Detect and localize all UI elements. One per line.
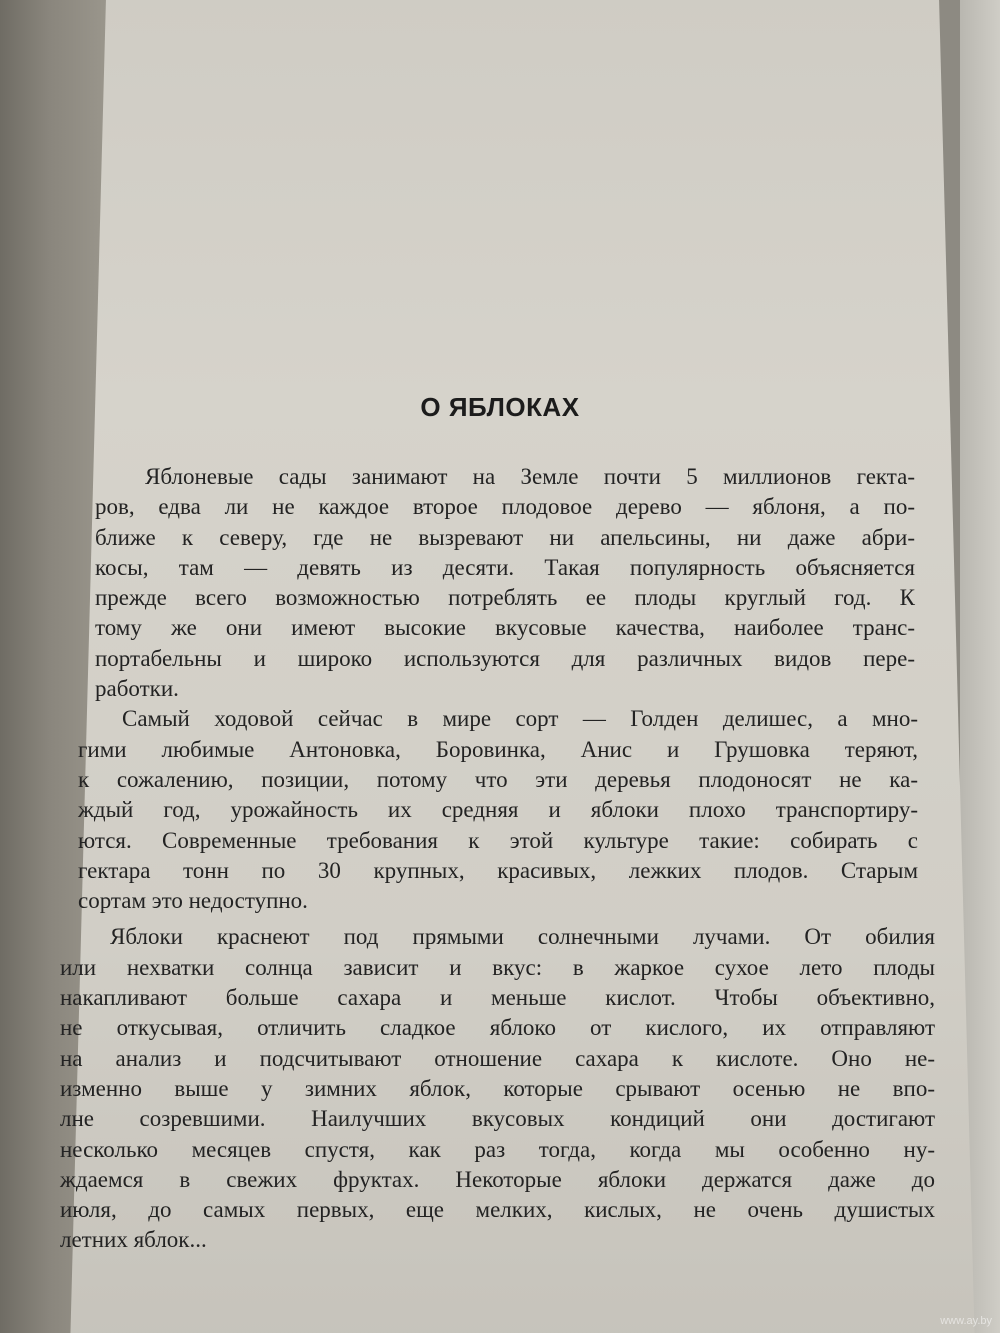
text-line: косы, там — девять из десяти. Такая популярность объясняется [95,554,915,580]
text-line: прежде всего возможностью потреблять ее плоды круглый год. К [95,585,915,611]
text-line: гектара тонн по 30 крупных, красивых, лежких плодов. Старым [78,857,918,883]
text-line: работки. [95,676,179,702]
text-line: к сожалению, позиции, потому что эти деревья плодоносят не ка- [78,766,918,792]
text-line: Яблоки краснеют под прямыми солнечными лучами. От обилия [110,924,935,950]
text-line: портабельны и широко используются для различных видов пере- [95,645,915,671]
text-line: Яблоневые сады занимают на Земле почти 5 миллионов гекта- [145,464,915,489]
text-line: тому же они имеют высокие вкусовые качества, наиболее транс- [95,615,915,641]
text-line: не откусывая, отличить сладкое яблоко от кислого, их отправляют [60,1015,935,1041]
text-line: несколько месяцев спустя, как раз тогда, когда мы особенно ну- [60,1136,935,1162]
text-line: летних яблок... [60,1227,207,1253]
text-line: на анализ и подсчитывают отношение сахара к кислоте. Оно не- [60,1045,935,1071]
text-line: накапливают больше сахара и меньше кислот. Чтобы объективно, [60,985,935,1011]
text-line: лне созревшими. Наилучших вкусовых кондиций они достигают [60,1106,935,1132]
text-line: ждаемся в свежих фруктах. Некоторые яблоки держатся даже до [60,1166,935,1192]
text-line: или нехватки солнца зависит и вкус: в жаркое сухое лето плоды [60,954,935,980]
body-text [60,462,940,1256]
text-line: гими любимые Антоновка, Боровинка, Анис и Грушовка теряют, [78,736,918,762]
paragraph-3 [60,922,940,1255]
text-line: Самый ходовой сейчас в мире сорт — Голден делишес, а мно- [122,706,918,732]
text-line: изменно выше у зимних яблок, которые срывают осенью не впо- [60,1075,935,1101]
text-line: сортам это недоступно. [78,888,308,914]
text-line: июля, до самых первых, еще мелких, кислых, не очень душистых [60,1197,935,1223]
paragraph-1 [60,462,940,704]
chapter-heading: О ЯБЛОКАХ [420,392,580,422]
text-line: ются. Современные требования к этой культуре такие: собирать с [78,827,918,853]
paragraph-2 [60,704,940,916]
text-line: ждый год, урожайность их средняя и яблоки плохо транспортиру- [78,797,918,823]
text-line: ров, едва ли не каждое второе плодовое дерево — яблоня, а по- [95,494,915,520]
watermark: www.ay.by [940,1315,992,1327]
text-line: ближе к северу, где не вызревают ни апельсины, ни даже абри- [95,524,915,550]
